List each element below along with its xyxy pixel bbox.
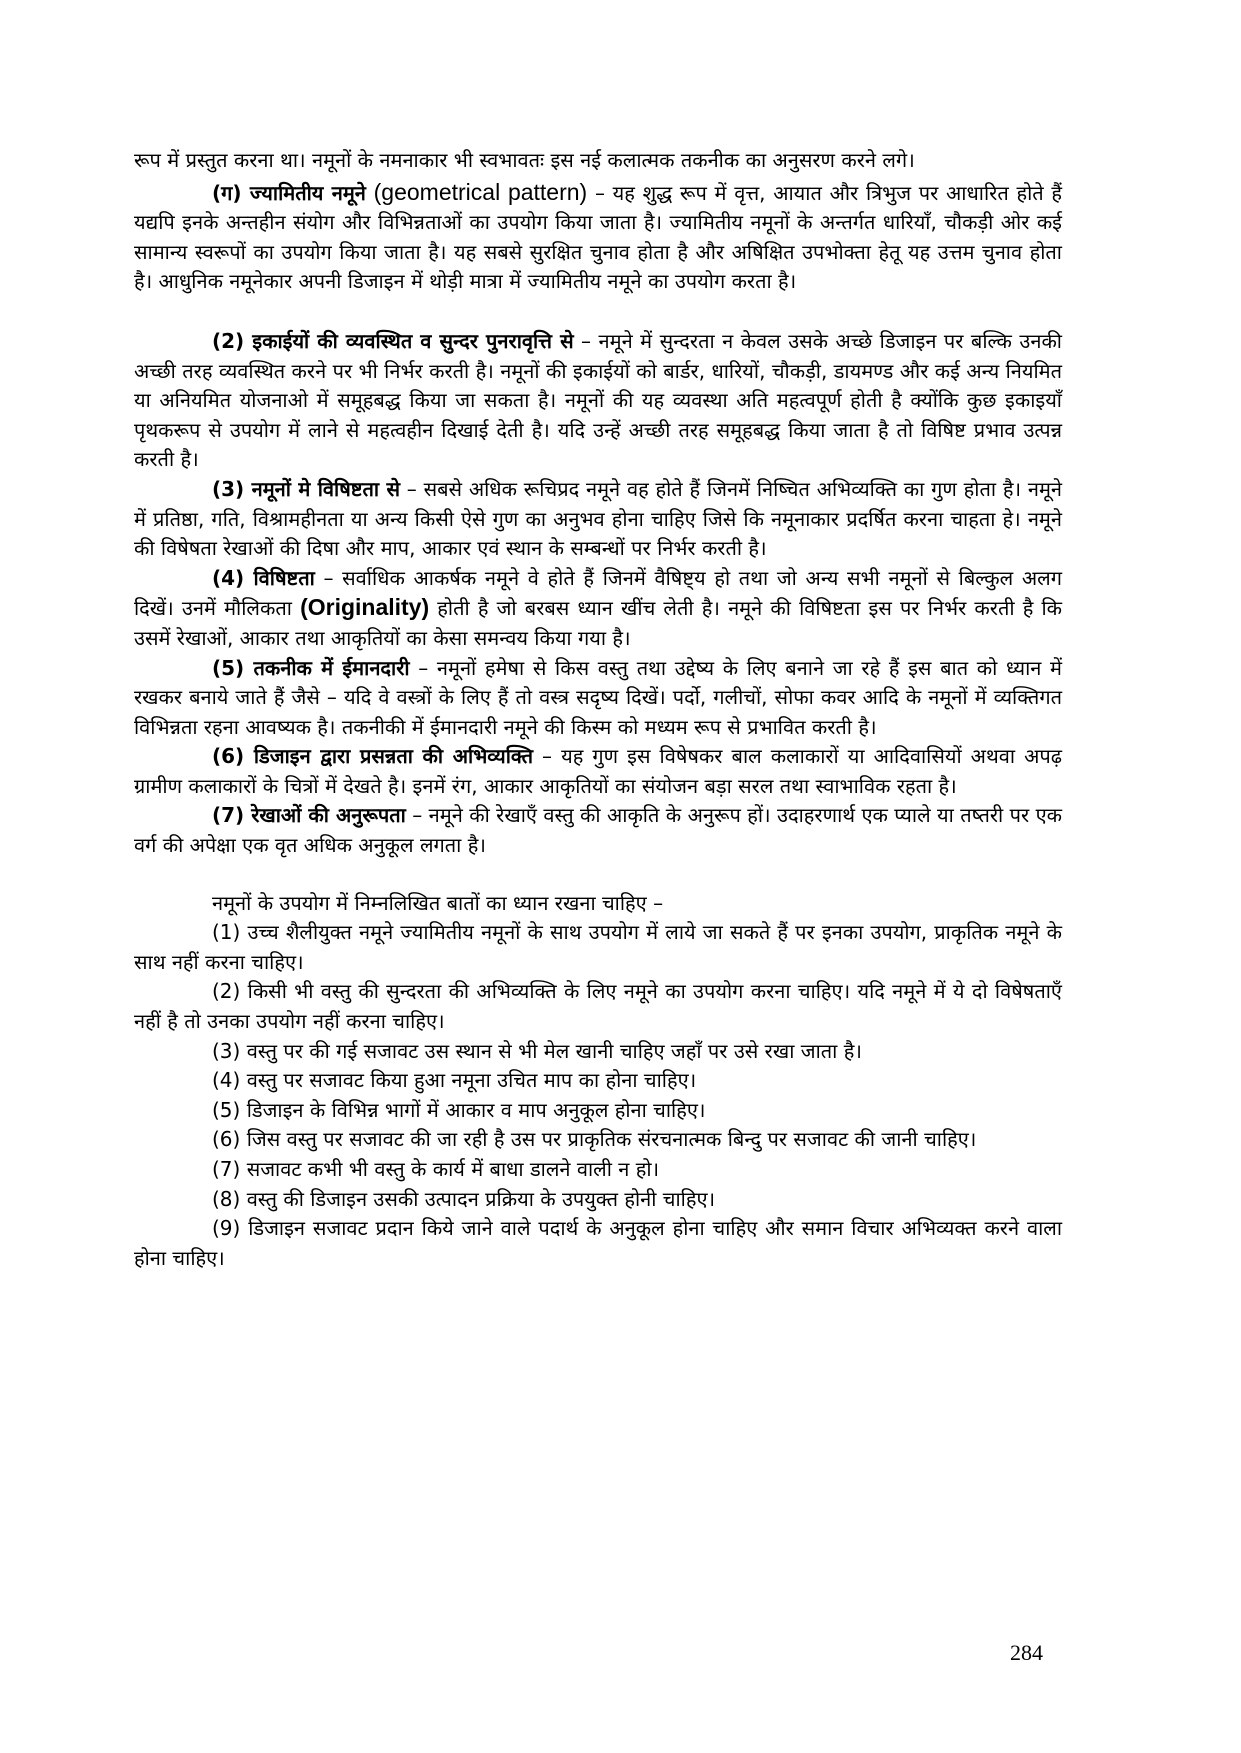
usage-item: (2) किसी भी वस्तु की सुन्दरता की अभिव्यक्ति के लिए नमूने का उपयोग करना चाहिए। यदि नमूने में ये दो विषेषताएँ नहीं है तो उनका उपयोग नहीं करना चाहिए। bbox=[134, 979, 1062, 1034]
paragraph-heading: (2) इकाईयों की व्यवस्थित व सुन्दर पुनरावृत्ति से bbox=[212, 328, 574, 353]
paragraph-point-4 bbox=[134, 564, 1062, 654]
paragraph-geometric-patterns bbox=[134, 178, 1062, 297]
paragraph-text: – नमूने में सुन्दरता न केवल उसके अच्छे डिजाइन पर बल्कि उनकी अच्छी तरह व्यवस्थित करने पर भी निर्भर करती है। नमूनों की इकाईयों को बार्डर, धारियों, चौकड़ी, डायमण्ड और कई अन्य नियमित या अनियमित योजनाओ में समूहबद्ध किया जा सकता है। नमूनों की यह व्यवस्था अति महत्वपूर्ण होती है क्योंकि कुछ इकाइयाँ पृथकरूप से उपयोग में लाने से महत्वहीन दिखाई देती है। यदि उन्हें अच्छी तरह समूहबद्ध किया जाता है तो विषिष्ट प्रभाव उत्पन्न करती है। bbox=[134, 328, 1062, 472]
paragraph-text: होती है जो बरबस ध्यान खींच लेती है। नमूने की विषिष्टता इस पर निर्भर करती है कि उसमें रेखाओं, आकार तथा आकृतियों का केसा समन्वय किया गया है। bbox=[134, 596, 1063, 650]
usage-item: (1) उच्च शैलीयुक्त नमूने ज्यामितीय नमूनों के साथ उपयोग में लाये जा सकते हैं पर इनका उपयोग, प्राकृतिक नमूने के साथ नहीं करना चाहिए। bbox=[134, 920, 1062, 974]
paragraph-point-7 bbox=[134, 801, 1062, 860]
usage-item: (7) सजावट कभी भी वस्तु के कार्य में बाधा डालने वाली न हो। bbox=[212, 1157, 660, 1181]
page-body bbox=[134, 146, 1062, 1273]
paragraph-text: – सर्वाधिक आकर्षक नमूने वे होते हैं जिनमें वैषिष्ट्य हो तथा जो अन्य सभी नमूनों से बिल्कुल अलग दिखें। उनमें मौलिकता bbox=[134, 565, 1062, 621]
paragraph-text: – नमूनों हमेषा से किस वस्तु तथा उद्देष्य के लिए बनाने जा रहे हैं इस बात को ध्यान में रखकर बनाये जाते हैं जैसे – यदि वे वस्त्रों के लिए हैं तो वस्त्र सदृष्य दिखें। पर्दो, गलीचों, सोफा कवर आदि के नमूनों में व्यक्तिगत विभिन्नता रहना आवष्यक है। तकनीकी में ईमानदारी नमूने की किस्म को मध्यम रूप से प्रभावित करती है। bbox=[134, 655, 1062, 739]
paragraph-point-3 bbox=[134, 475, 1062, 564]
page-number: 284 bbox=[1010, 1640, 1043, 1665]
usage-item: (5) डिजाइन के विभिन्न भागों में आकार व माप अनुकूल होना चाहिए। bbox=[212, 1097, 706, 1122]
paragraph-heading: (3) नमूनों मे विषिष्टता से bbox=[212, 476, 400, 501]
paragraph-text: – यह गुण इस विषेषकर बाल कलाकारों या आदिवासियों अथवा अपढ़ ग्रामीण कलाकारों के चित्रों में देखते है। इनमें रंग, आकार आकृतियों का संयोजन बड़ा सरल तथा स्वाभाविक रहता है। bbox=[134, 744, 1062, 798]
paragraph-point-6 bbox=[134, 742, 1062, 801]
usage-item: (8) वस्तु की डिजाइन उसकी उत्पादन प्रक्रिया के उपयुक्त होनी चाहिए। bbox=[212, 1186, 716, 1211]
usage-item: (4) वस्तु पर सजावट किया हुआ नमूना उचित माप का होना चाहिए। bbox=[212, 1068, 697, 1093]
paragraph-heading-english: (geometrical pattern) bbox=[373, 178, 588, 205]
paragraph-text: रूप में प्रस्तुत करना था। नमूनों के नमनाकार भी स्वभावतः इस नई कलात्मक तकनीक का अनुसरण करने लगे। bbox=[134, 148, 915, 172]
paragraph-point-2 bbox=[134, 327, 1062, 475]
paragraph-heading: (ग) ज्यामितीय नमूने bbox=[212, 180, 366, 205]
paragraph-heading: (5) तकनीक में ईमानदारी bbox=[212, 655, 410, 680]
paragraph-point-5 bbox=[134, 654, 1062, 743]
paragraph-text: – सबसे अधिक रूचिप्रद नमूने वह होते हैं जिनमें निष्चित अभिव्यक्ति का गुण होता है। नमूने में प्रतिष्ठा, गति, विश्रामहीनता या अन्य किसी ऐसे गुण का अनुभव होना चाहिए जिसे कि नमूनाकार प्रदर्षित करना चाहता हे। नमूने की विषेषता रेखाओं की दिषा और माप, आकार एवं स्थान के सम्बन्धों पर निर्भर करती है। bbox=[134, 476, 1063, 561]
paragraph-text: – नमूने की रेखाएँ वस्तु की आकृति के अनुरूप हों। उदाहरणार्थ एक प्याले या तष्तरी पर एक वर्ग की अपेक्षा एक वृत अधिक अनुकूल लगता है। bbox=[134, 803, 1062, 858]
usage-intro: नमूनों के उपयोग में निम्नलिखित बातों का ध्यान रखना चाहिए – bbox=[212, 890, 664, 915]
paragraph-heading: (4) विषिष्टता bbox=[212, 565, 315, 590]
usage-item: (3) वस्तु पर की गई सजावट उस स्थान से भी मेल खानी चाहिए जहाँ पर उसे रखा जाता है। bbox=[212, 1038, 862, 1063]
paragraph-continuation bbox=[134, 146, 1062, 176]
paragraph-heading: (6) डिजाइन द्वारा प्रसन्नता की अभिव्यक्ति bbox=[212, 744, 533, 769]
paragraph-heading: (7) रेखाओं की अनुरूपता bbox=[212, 803, 406, 828]
paragraph-text: – यह शुद्ध रूप में वृत्त, आयात और त्रिभुज पर आधारित होते हैं यद्यपि इनके अन्तहीन संयोग और विभिन्नताओं का उपयोग किया जाता है। ज्यामितीय नमूनों के अन्तर्गत धारियाँ, चौकड़ी ओर कई सामान्य स्वरूपों का उपयोग किया जाता है। यह सबसे सुरक्षित चुनाव होता है और अषिक्षित उपभोक्ता हेतू यह उत्तम चुनाव होता है। आधुनिक नमूनेकार अपनी डिजाइन में थोड़ी मात्रा में ज्यामितीय नमूने का उपयोग करता है। bbox=[134, 180, 1063, 294]
usage-item: (9) डिजाइन सजावट प्रदान किये जाने वाले पदार्थ के अनुकूल होना चाहिए और समान विचार अभिव्यक्त करने वाला होना चाहिए। bbox=[134, 1216, 1062, 1270]
usage-item: (6) जिस वस्तु पर सजावट की जा रही है उस पर प्राकृतिक संरचनात्मक बिन्दु पर सजावट की जानी चाहिए। bbox=[212, 1127, 977, 1152]
originality-term: (Originality) bbox=[300, 594, 430, 621]
